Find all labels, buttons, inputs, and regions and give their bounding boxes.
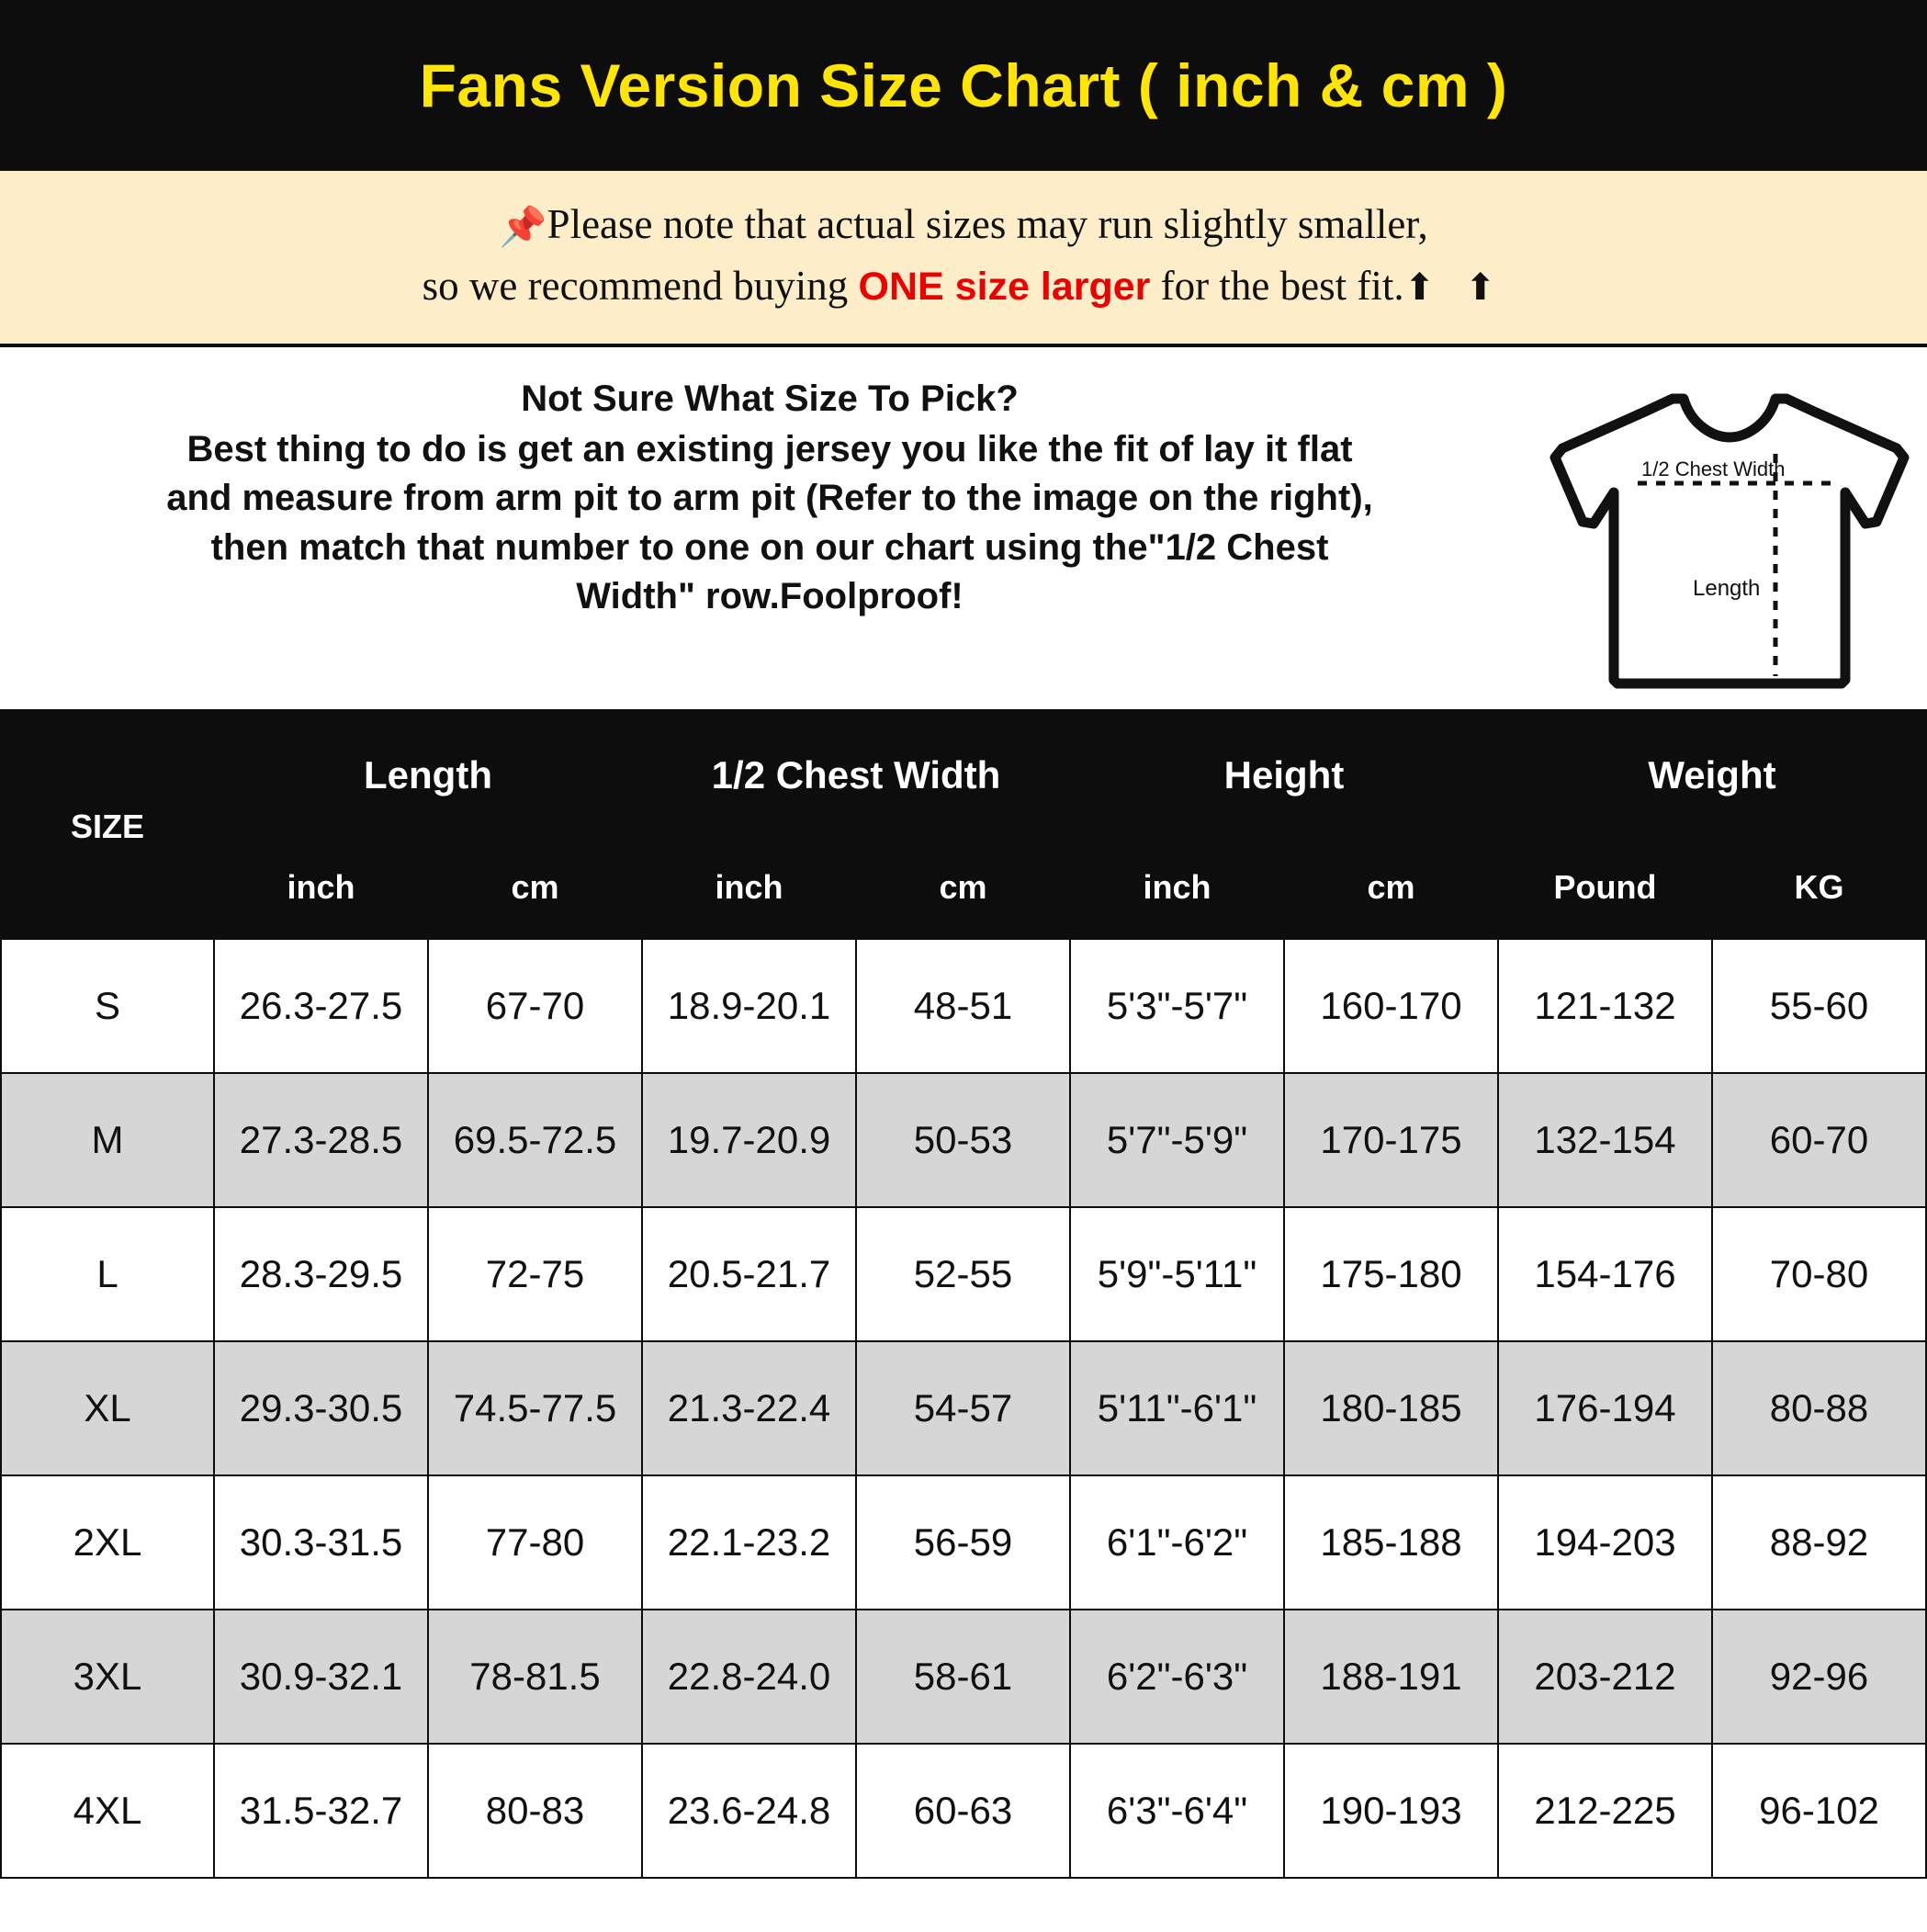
advice-body-line-1: Best thing to do is get an existing jersey you like the fit of lay it flat (186, 429, 1353, 470)
table-row (1, 1744, 1926, 1878)
cell-length-cm: 80-83 (428, 1744, 642, 1878)
size-table-head (1, 715, 1926, 939)
cell-size: S (1, 939, 214, 1073)
cell-chest-cm: 50-53 (856, 1073, 1070, 1207)
header-group-chest-width: 1/2 Chest Width (642, 715, 1070, 836)
cell-height-cm: 185-188 (1284, 1475, 1498, 1610)
header-weight-pound: Pound (1498, 836, 1712, 939)
cell-size: 4XL (1, 1744, 214, 1878)
cell-length-cm: 72-75 (428, 1207, 642, 1341)
cell-length-inch: 31.5-32.7 (214, 1744, 428, 1878)
cell-length-inch: 28.3-29.5 (214, 1207, 428, 1341)
size-table-unit-header-row (1, 836, 1926, 939)
header-length-cm: cm (428, 836, 642, 939)
tshirt-icon (1546, 384, 1913, 696)
cell-height-inch: 6'2"-6'3" (1070, 1610, 1284, 1744)
cell-weight-pound: 203-212 (1498, 1610, 1712, 1744)
cell-weight-kg: 92-96 (1712, 1610, 1926, 1744)
cell-weight-pound: 121-132 (1498, 939, 1712, 1073)
cell-size: M (1, 1073, 214, 1207)
cell-chest-inch: 22.8-24.0 (642, 1610, 856, 1744)
cell-chest-inch: 23.6-24.8 (642, 1744, 856, 1878)
header-chest-inch: inch (642, 836, 856, 939)
table-row (1, 1341, 1926, 1475)
cell-height-cm: 180-185 (1284, 1341, 1498, 1475)
size-table-group-header-row (1, 715, 1926, 836)
cell-height-inch: 5'11"-6'1" (1070, 1341, 1284, 1475)
header-height-cm: cm (1284, 836, 1498, 939)
cell-height-cm: 160-170 (1284, 939, 1498, 1073)
cell-height-cm: 170-175 (1284, 1073, 1498, 1207)
cell-length-cm: 69.5-72.5 (428, 1073, 642, 1207)
cell-length-cm: 67-70 (428, 939, 642, 1073)
pushpin-icon: 📌 (499, 207, 547, 249)
cell-chest-cm: 60-63 (856, 1744, 1070, 1878)
length-label: Length (1693, 576, 1761, 602)
table-row (1, 1073, 1926, 1207)
cell-height-cm: 190-193 (1284, 1744, 1498, 1878)
cell-length-inch: 26.3-27.5 (214, 939, 428, 1073)
advice-body-line-2: and measure from arm pit to arm pit (Refer to the image on the right), (166, 478, 1373, 519)
up-arrows-icon: ⬆ ⬆ (1403, 266, 1505, 309)
cell-length-cm: 74.5-77.5 (428, 1341, 642, 1475)
cell-weight-pound: 176-194 (1498, 1341, 1712, 1475)
tshirt-measure-diagram (1532, 367, 1927, 696)
note-line-2 (37, 256, 1890, 316)
advice-text (0, 367, 1532, 621)
note-line-2-prefix: so we recommend buying (422, 262, 859, 309)
title-bar (0, 0, 1927, 171)
cell-weight-kg: 70-80 (1712, 1207, 1926, 1341)
cell-chest-cm: 56-59 (856, 1475, 1070, 1610)
cell-chest-cm: 52-55 (856, 1207, 1070, 1341)
advice-body-line-3: then match that number to one on our chart using the"1/2 Chest (210, 526, 1329, 568)
cell-size: XL (1, 1341, 214, 1475)
table-row (1, 939, 1926, 1073)
header-group-length: Length (214, 715, 642, 836)
cell-weight-pound: 154-176 (1498, 1207, 1712, 1341)
chest-width-label: 1/2 Chest Width (1641, 458, 1786, 481)
cell-height-inch: 5'7"-5'9" (1070, 1073, 1284, 1207)
cell-height-inch: 5'9"-5'11" (1070, 1207, 1284, 1341)
cell-chest-inch: 22.1-23.2 (642, 1475, 856, 1610)
cell-chest-inch: 20.5-21.7 (642, 1207, 856, 1341)
table-row (1, 1207, 1926, 1341)
cell-height-cm: 188-191 (1284, 1610, 1498, 1744)
cell-length-inch: 30.3-31.5 (214, 1475, 428, 1610)
cell-length-inch: 30.9-32.1 (214, 1610, 428, 1744)
cell-chest-inch: 21.3-22.4 (642, 1341, 856, 1475)
cell-chest-cm: 54-57 (856, 1341, 1070, 1475)
size-table-body (1, 939, 1926, 1878)
header-height-inch: inch (1070, 836, 1284, 939)
note-line-1-text: Please note that actual sizes may run slightly smaller, (547, 201, 1428, 247)
page-title: Fans Version Size Chart ( inch & cm ) (419, 51, 1508, 119)
header-group-weight: Weight (1498, 715, 1926, 836)
cell-height-inch: 5'3"-5'7" (1070, 939, 1284, 1073)
cell-weight-kg: 96-102 (1712, 1744, 1926, 1878)
table-row (1, 1475, 1926, 1610)
header-size: SIZE (1, 715, 214, 939)
cell-height-inch: 6'1"-6'2" (1070, 1475, 1284, 1610)
cell-chest-inch: 19.7-20.9 (642, 1073, 856, 1207)
header-length-inch: inch (214, 836, 428, 939)
cell-length-cm: 77-80 (428, 1475, 642, 1610)
header-weight-kg: KG (1712, 836, 1926, 939)
cell-height-cm: 175-180 (1284, 1207, 1498, 1341)
cell-size: L (1, 1207, 214, 1341)
cell-weight-kg: 88-92 (1712, 1475, 1926, 1610)
cell-chest-cm: 48-51 (856, 939, 1070, 1073)
cell-weight-pound: 132-154 (1498, 1073, 1712, 1207)
advice-heading: Not Sure What Size To Pick? (521, 378, 1019, 420)
note-band (0, 171, 1927, 347)
cell-length-inch: 29.3-30.5 (214, 1341, 428, 1475)
note-line-2-suffix: for the best fit. (1150, 262, 1404, 309)
advice-section (0, 347, 1927, 714)
cell-weight-pound: 212-225 (1498, 1744, 1712, 1878)
cell-weight-kg: 80-88 (1712, 1341, 1926, 1475)
cell-chest-inch: 18.9-20.1 (642, 939, 856, 1073)
cell-weight-kg: 60-70 (1712, 1073, 1926, 1207)
cell-weight-pound: 194-203 (1498, 1475, 1712, 1610)
size-table (0, 714, 1927, 1879)
note-line-1 (37, 195, 1890, 256)
advice-body-line-4: Width" row.Foolproof! (576, 575, 964, 616)
cell-length-cm: 78-81.5 (428, 1610, 642, 1744)
cell-chest-cm: 58-61 (856, 1610, 1070, 1744)
header-chest-cm: cm (856, 836, 1070, 939)
cell-size: 2XL (1, 1475, 214, 1610)
cell-length-inch: 27.3-28.5 (214, 1073, 428, 1207)
cell-height-inch: 6'3"-6'4" (1070, 1744, 1284, 1878)
cell-weight-kg: 55-60 (1712, 939, 1926, 1073)
note-emphasis: ONE size larger (858, 264, 1151, 309)
table-row (1, 1610, 1926, 1744)
cell-size: 3XL (1, 1610, 214, 1744)
header-group-height: Height (1070, 715, 1498, 836)
